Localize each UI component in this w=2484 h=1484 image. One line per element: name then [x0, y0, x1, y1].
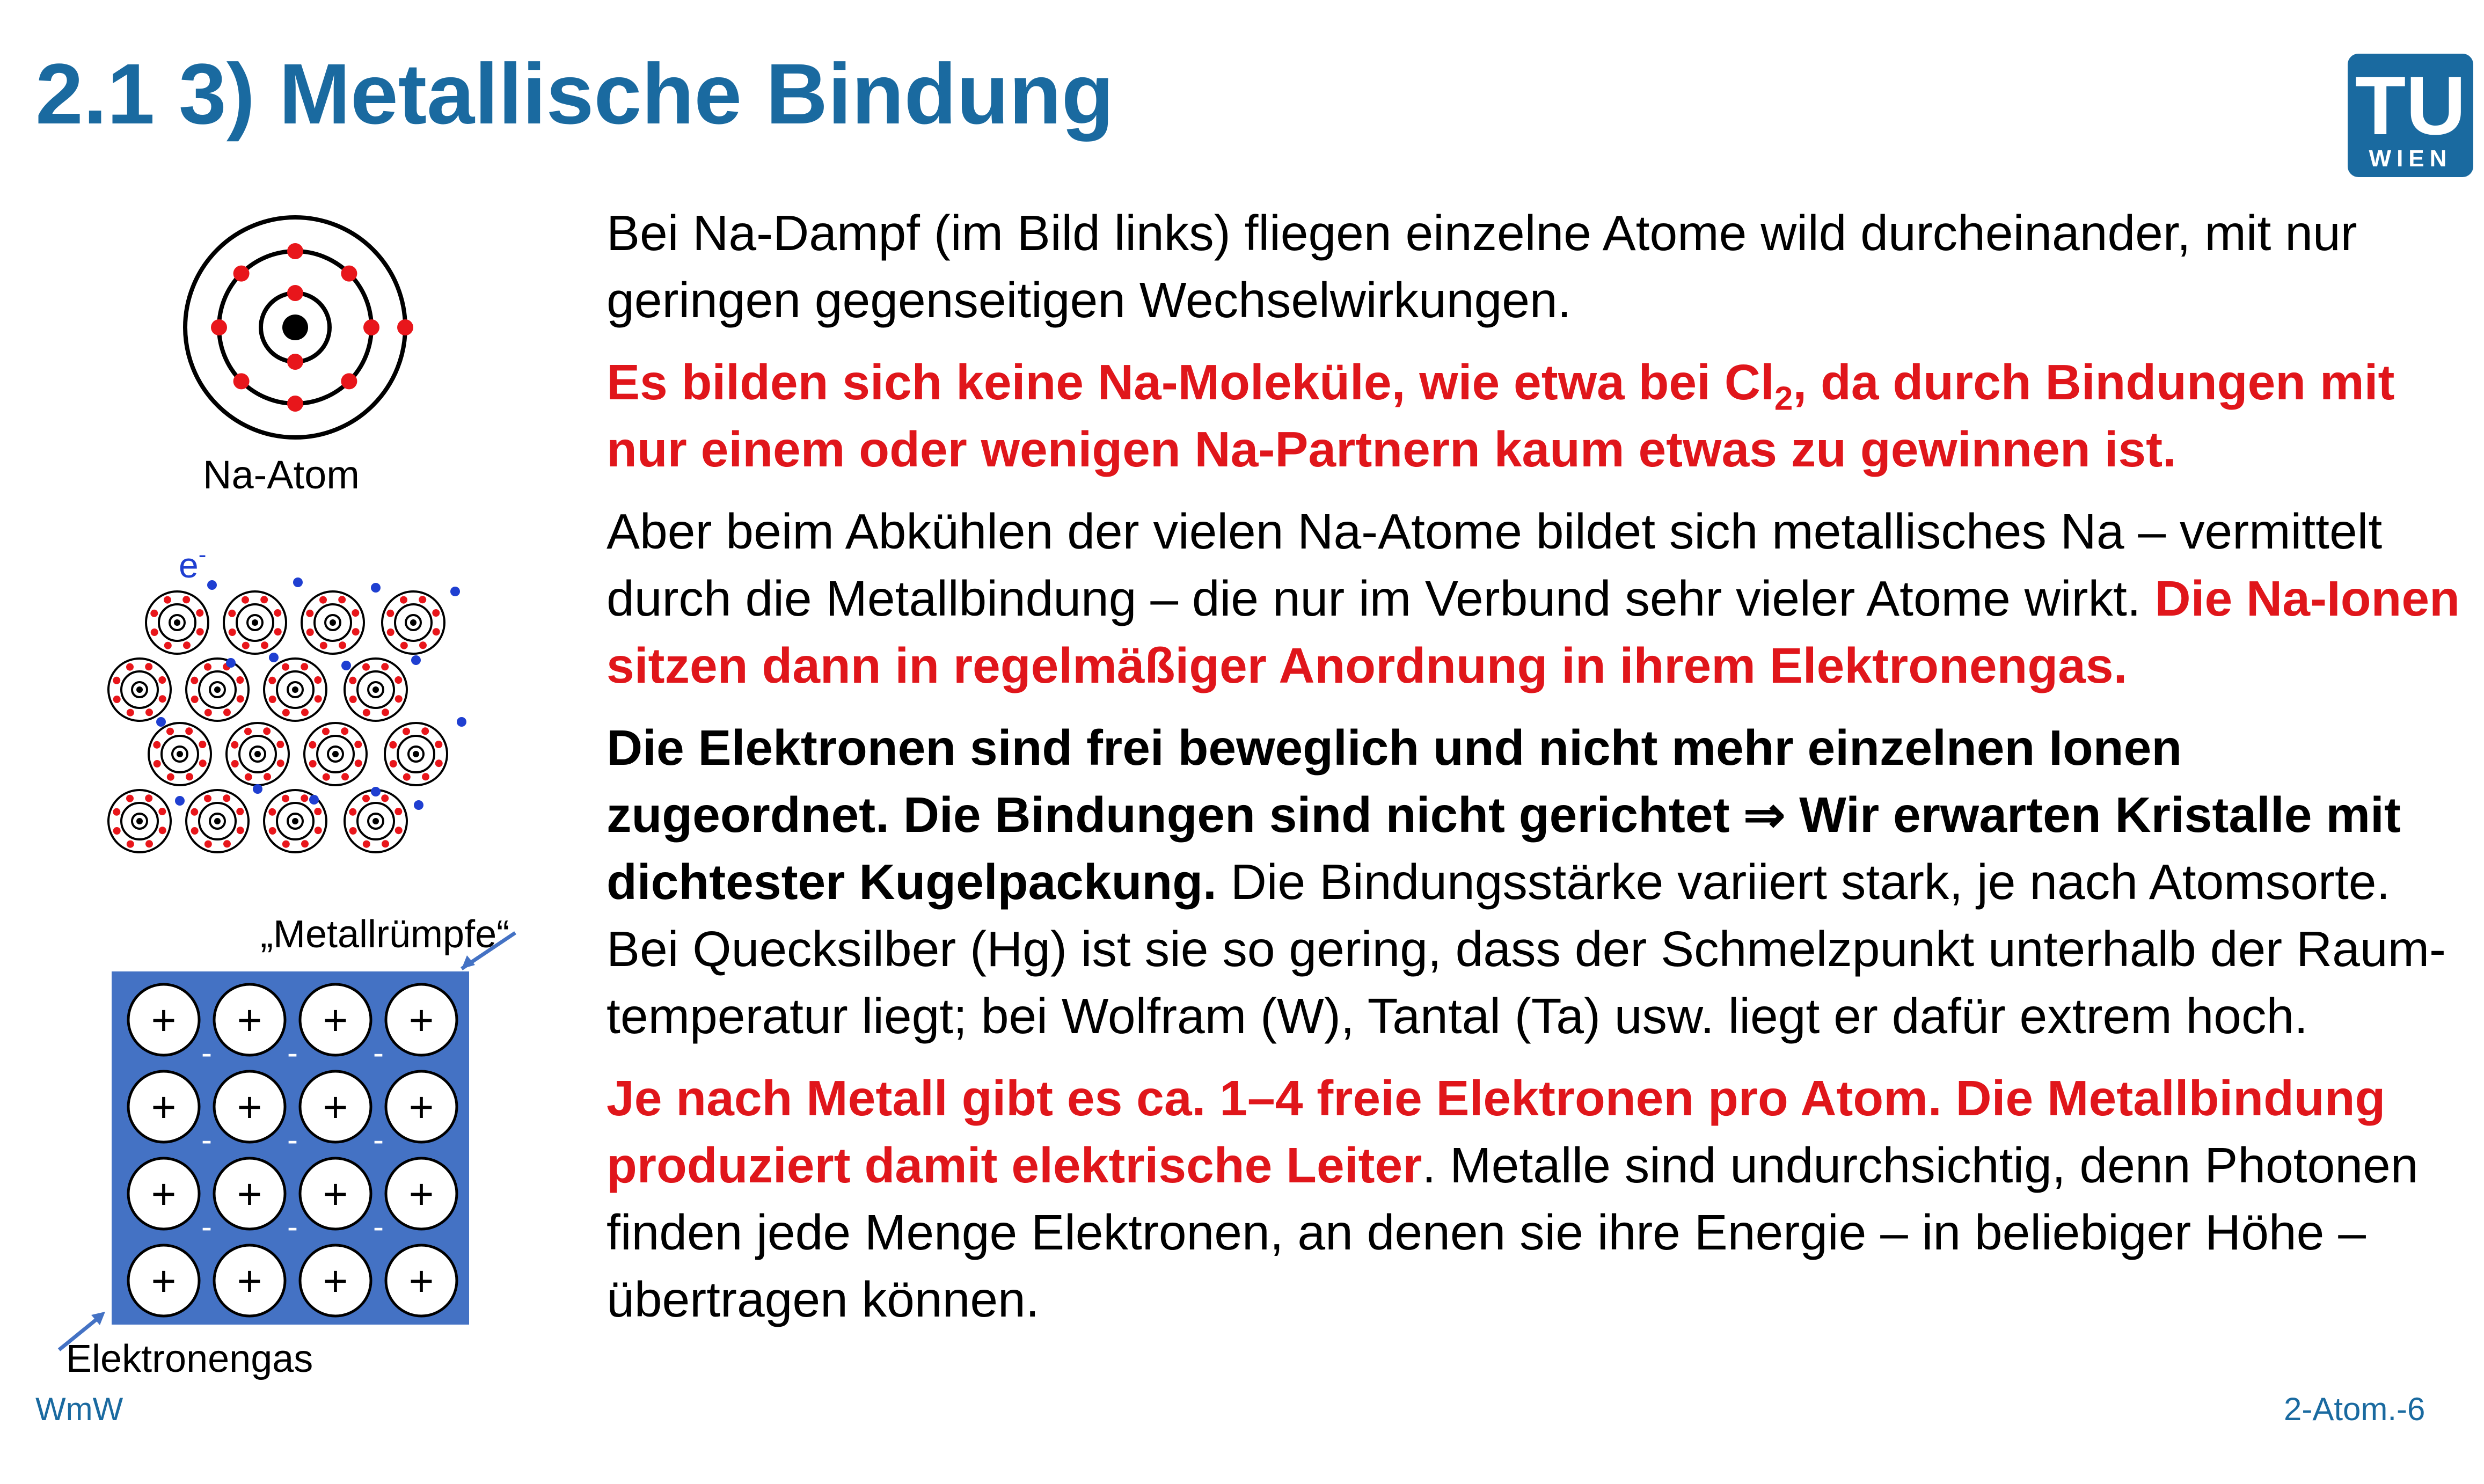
electron-dot [211, 319, 227, 335]
free-electron-dot [269, 653, 279, 662]
ion-plus-sign: + [237, 1170, 262, 1218]
ion-plus-sign: + [323, 1170, 348, 1218]
electron-dot [397, 319, 413, 335]
paragraph-1: Bei Na-Dampf (im Bild links) fliegen einzelne Atome wild durcheinander, mit nur geringen gegenseitigen Wechselwirkungen. [607, 205, 2357, 328]
cluster-atom [302, 591, 364, 654]
cluster-atom [227, 723, 289, 785]
electron-dot [287, 285, 303, 301]
cluster-atom [345, 790, 407, 852]
ion-plus-sign: + [237, 1257, 262, 1305]
cluster-atom [108, 790, 171, 852]
cluster-atom [224, 591, 286, 654]
cluster-atom [345, 659, 407, 721]
electron-minus-sign: - [373, 1122, 384, 1158]
footer-left: WmW [35, 1391, 123, 1427]
body-text [607, 200, 2464, 1348]
electron-dot [233, 266, 250, 282]
free-electron-dot [293, 577, 303, 587]
free-electron-dot [371, 787, 381, 796]
electron-dot [287, 243, 303, 259]
cluster-atom [186, 790, 249, 852]
free-electron-dot [156, 717, 166, 727]
paragraph-5: Je nach Metall gibt es ca. 1–4 freie Elektronen pro Atom. Die Metallbindung produziert damit elektrische Leiter. Metalle sind undurchsichtig, denn Photonen finden jede Menge Elektronen, an denen sie ihre Energie – in beliebiger Höhe – übertragen können. [607, 1070, 2419, 1327]
electron-dot [287, 354, 303, 370]
cluster-atom [146, 591, 208, 654]
electron-minus-sign: - [201, 1035, 212, 1071]
electron-minus-sign: - [201, 1122, 212, 1158]
tu-wien-logo [2348, 54, 2473, 177]
free-electron-dot [457, 717, 466, 727]
electron-minus-sign: - [373, 1209, 384, 1245]
free-electron-dot [341, 661, 351, 670]
ion-plus-sign: + [408, 996, 434, 1044]
electron-minus-sign: - [287, 1035, 298, 1071]
cluster-atom [304, 723, 367, 785]
free-electron-dot [414, 800, 423, 810]
metallruempfe-caption: „Metallrümpfe“ [260, 913, 510, 956]
electron-dot [287, 396, 303, 412]
na-atom-diagram [177, 209, 413, 445]
ion-lattice-diagram [54, 907, 569, 1369]
tu-logo-bottom: WIEN [2369, 145, 2452, 172]
free-electron-dot [309, 795, 319, 805]
slide-title: 2.1 3) Metallische Bindung [35, 46, 1114, 142]
electron-dot [341, 266, 357, 282]
electron-minus-sign: - [287, 1209, 298, 1245]
free-electron-dot [450, 587, 460, 596]
cluster-atom [149, 723, 211, 785]
ion-plus-sign: + [408, 1257, 434, 1305]
paragraph-4: Die Elektronen sind frei beweglich und nicht mehr einzelnen Ionen zugeordnet. Die Bindungen sind nicht gerichtet ⇒ Wir erwarten Kristalle mit dichtester Kugelpackung. Die Bindungsstärke variiert stark, je nach Atomsorte. Bei Quecksilber (Hg) ist sie so gering, dass der Schmelzpunkt unterhalb der Raum-temperatur liegt; bei Wolfram (W), Tantal (Ta) usw. liegt er dafür extrem hoch. [607, 720, 2446, 1044]
ion-plus-sign: + [151, 1170, 177, 1218]
footer-page-number: 2-Atom.-6 [2284, 1391, 2425, 1427]
paragraph-3: Aber beim Abkühlen der vielen Na-Atome bildet sich metallisches Na – vermittelt durch die Metallbindung – die nur im Verbund sehr vieler Atome wirkt. Die Na-Ionen sitzen dann in regelmäßiger Anordnung in ihrem Elektronengas. [607, 503, 2460, 693]
electron-label: e- [179, 542, 207, 585]
tu-logo-top: TU [2355, 59, 2466, 152]
na-atom-caption: Na-Atom [203, 452, 360, 497]
elektronengas-caption: Elektronengas [66, 1337, 313, 1380]
electron-dot [363, 319, 379, 335]
ion-plus-sign: + [151, 996, 177, 1044]
electron-minus-sign: - [201, 1209, 212, 1245]
ion-plus-sign: + [323, 996, 348, 1044]
free-electron-dot [371, 583, 381, 593]
ion-plus-sign: + [151, 1257, 177, 1305]
free-electron-dot [411, 655, 421, 665]
cluster-atom [108, 659, 171, 721]
ion-plus-sign: + [237, 1083, 262, 1131]
ion-plus-sign: + [151, 1083, 177, 1131]
electron-dot [341, 373, 357, 389]
electron-dot [233, 373, 250, 389]
free-electron-dot [175, 796, 185, 806]
cluster-atom [385, 723, 447, 785]
metal-cluster-diagram [97, 542, 483, 864]
cluster-atom [264, 659, 326, 721]
ion-plus-sign: + [323, 1083, 348, 1131]
ion-plus-sign: + [408, 1083, 434, 1131]
electron-minus-sign: - [373, 1035, 384, 1071]
electron-minus-sign: - [287, 1122, 298, 1158]
paragraph-2: Es bilden sich keine Na-Moleküle, wie etwa bei $Cl_2$, da durch Bindungen mit nur einem oder wenigen Na-Partnern kaum etwas zu gewinnen ist. [607, 354, 2395, 477]
free-electron-dot [253, 784, 262, 794]
free-electron-dot [226, 658, 236, 668]
free-electron-dot [207, 580, 217, 590]
cluster-atom [382, 591, 444, 654]
cluster-atom [186, 659, 249, 721]
ion-plus-sign: + [237, 996, 262, 1044]
ion-plus-sign: + [408, 1170, 434, 1218]
ion-plus-sign: + [323, 1257, 348, 1305]
